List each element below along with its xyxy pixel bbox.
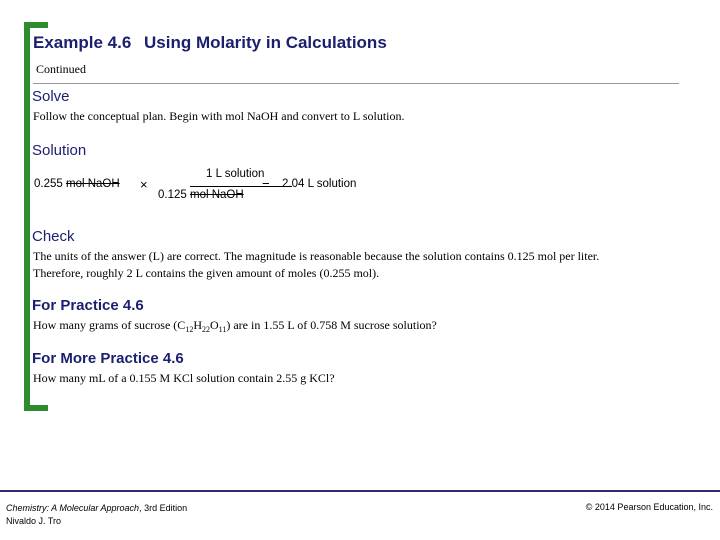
solve-heading: Solve <box>32 88 70 105</box>
times-sign: × <box>140 177 148 192</box>
equation-result: 2.04 L solution <box>282 178 357 190</box>
given-value: 0.255 <box>34 178 63 190</box>
check-heading: Check <box>32 228 75 245</box>
book-edition: , 3rd Edition <box>139 503 188 513</box>
footer-citation <box>6 502 187 528</box>
subscript-h: 22 <box>201 325 210 334</box>
subscript-c: 12 <box>185 325 194 334</box>
equation-given <box>34 178 120 190</box>
equals-sign: = <box>262 177 270 192</box>
given-unit: mol NaOH <box>65 178 120 190</box>
example-title <box>33 33 387 53</box>
fraction-denominator <box>158 189 244 201</box>
footer-divider <box>0 490 720 492</box>
continued-label: Continued <box>36 62 86 76</box>
book-title: Chemistry: A Molecular Approach <box>6 503 140 513</box>
example-title-text: Using Molarity in Calculations <box>144 33 387 52</box>
green-bracket-bottom <box>24 405 48 411</box>
more-practice-heading: For More Practice 4.6 <box>32 350 184 367</box>
check-text-line-2: Therefore, roughly 2 L contains the given amount of moles (0.255 mol). <box>33 266 380 280</box>
green-bracket-top <box>24 22 48 28</box>
molarity-equation <box>34 166 374 206</box>
copyright-notice: © 2014 Pearson Education, Inc. <box>585 502 713 512</box>
book-author: Nivaldo J. Tro <box>6 516 62 526</box>
more-practice-question: How many mL of a 0.155 M KCl solution contain 2.55 g KCl? <box>33 371 335 385</box>
element-h: H <box>193 318 202 332</box>
denominator-value: 0.125 <box>158 189 187 201</box>
solution-heading: Solution <box>32 142 87 159</box>
solve-text: Follow the conceptual plan. Begin with mol NaOH and convert to L solution. <box>33 109 405 123</box>
practice-question <box>33 317 437 334</box>
header-divider <box>33 83 679 84</box>
practice-text-end: ) are in 1.55 L of 0.758 M sucrose solution? <box>226 318 437 332</box>
denominator-unit: mol NaOH <box>189 189 244 201</box>
element-o: O <box>209 318 219 332</box>
fraction-numerator: 1 L solution <box>206 168 265 180</box>
fraction-bar <box>190 186 292 187</box>
subscript-o: 11 <box>218 325 227 334</box>
practice-text-start: How many grams of sucrose (C <box>33 318 186 332</box>
practice-heading: For Practice 4.6 <box>32 297 144 314</box>
green-bracket-vertical <box>24 22 30 411</box>
example-number: Example 4.6 <box>33 33 132 52</box>
check-text-line-1: The units of the answer (L) are correct. The magnitude is reasonable because the solution contains 0.125 mol per liter. <box>33 249 600 263</box>
